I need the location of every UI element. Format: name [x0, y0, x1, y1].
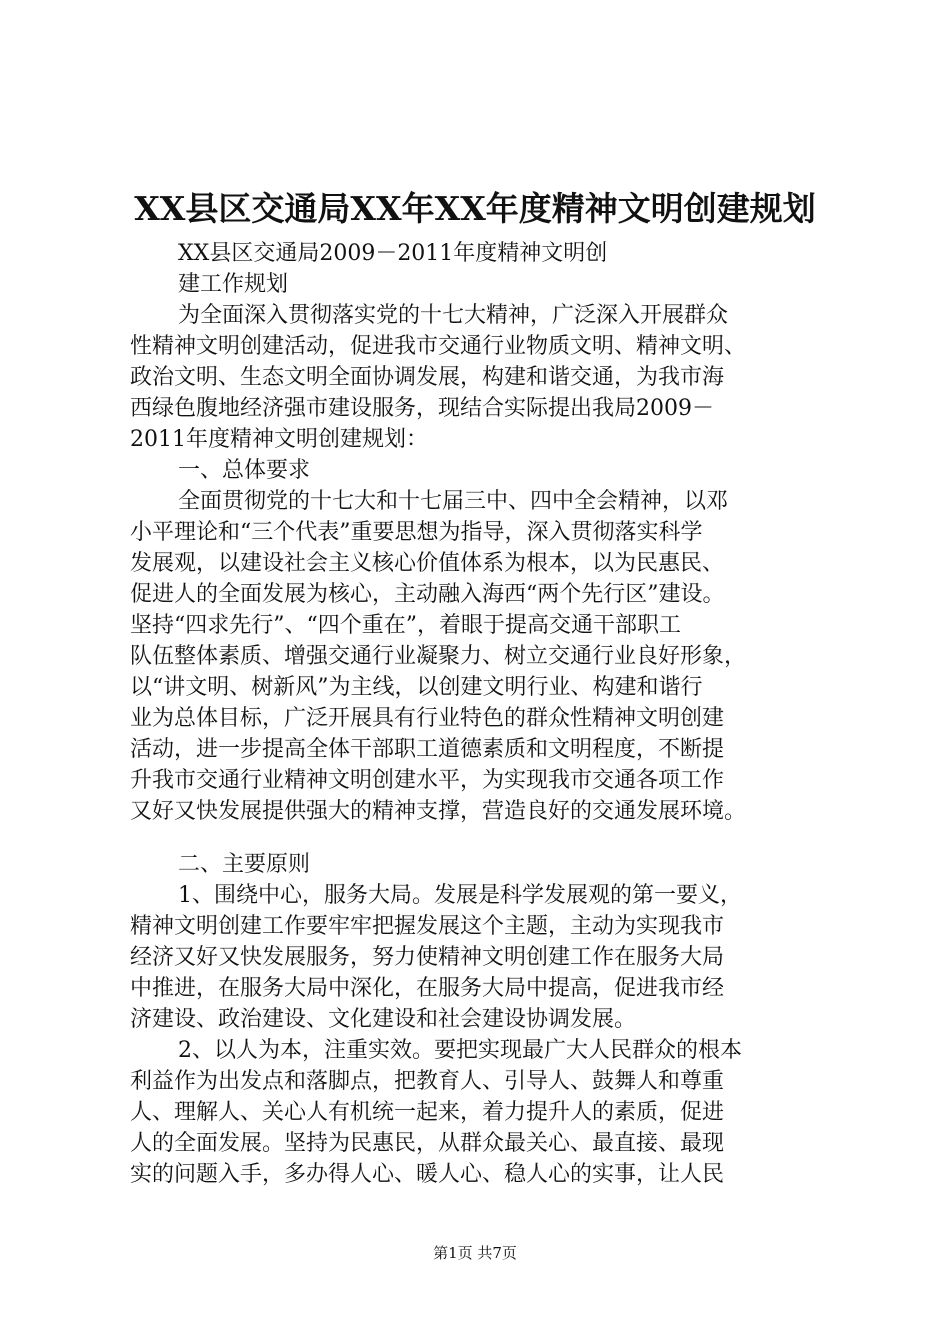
- paragraph-line: 为全面深入贯彻落实党的十七大精神，广泛深入开展群众: [178, 303, 729, 328]
- paragraph-line: 政治文明、生态文明全面协调发展，构建和谐交通，为我市海: [130, 365, 725, 390]
- paragraph-line: 实的问题入手，多办得人心、暖人心、稳人心的实事，让人民: [130, 1162, 725, 1187]
- subtitle-line-2: 建工作规划: [178, 272, 289, 297]
- paragraph-line: 2、以人为本，注重实效。要把实现最广大人民群众的根本: [178, 1038, 742, 1063]
- paragraph-line: 2011年度精神文明创建规划：: [130, 427, 428, 452]
- paragraph-line: 性精神文明创建活动，促进我市交通行业物质文明、精神文明、: [130, 334, 747, 359]
- paragraph-line: 济建设、政治建设、文化建设和社会建设协调发展。: [130, 1007, 637, 1032]
- paragraph-line: 中推进，在服务大局中深化，在服务大局中提高，促进我市经: [130, 976, 725, 1001]
- paragraph-line: 以“讲文明、树新风”为主线，以创建文明行业、构建和谐行: [130, 675, 703, 700]
- section-heading-1: 一、总体要求: [178, 458, 311, 483]
- paragraph-line: 人、理解人、关心人有机统一起来，着力提升人的素质，促进: [130, 1100, 725, 1125]
- paragraph-line: 促进人的全面发展为核心，主动融入海西“两个先行区”建设。: [130, 582, 725, 607]
- document-title: XX县区交通局XX年XX年度精神文明创建规划: [134, 189, 816, 228]
- paragraph-line: 小平理论和“三个代表”重要思想为指导，深入贯彻落实科学: [130, 520, 703, 545]
- paragraph-line: 业为总体目标，广泛开展具有行业特色的群众性精神文明创建: [130, 706, 725, 731]
- paragraph-line: 精神文明创建工作要牢牢把握发展这个主题，主动为实现我市: [130, 914, 725, 939]
- page-footer: 第1页 共7页: [433, 1244, 517, 1262]
- paragraph-line: 队伍整体素质、增强交通行业凝聚力、树立交通行业良好形象，: [130, 644, 747, 669]
- paragraph-line: 人的全面发展。坚持为民惠民，从群众最关心、最直接、最现: [130, 1131, 725, 1156]
- paragraph-line: 坚持“四求先行”、“四个重在”，着眼于提高交通干部职工: [130, 613, 681, 638]
- paragraph-line: 利益作为出发点和落脚点，把教育人、引导人、鼓舞人和尊重: [130, 1069, 725, 1094]
- paragraph-line: 又好又快发展提供强大的精神支撑，营造良好的交通发展环境。: [130, 799, 747, 824]
- paragraph-line: 经济又好又快发展服务，努力使精神文明创建工作在服务大局: [130, 945, 725, 970]
- paragraph-line: 全面贯彻党的十七大和十七届三中、四中全会精神，以邓: [178, 489, 729, 514]
- paragraph-line: 1、围绕中心，服务大局。发展是科学发展观的第一要义，: [178, 883, 742, 908]
- paragraph-line: 发展观，以建设社会主义核心价值体系为根本，以为民惠民、: [130, 551, 725, 576]
- paragraph-line: 升我市交通行业精神文明创建水平，为实现我市交通各项工作: [130, 768, 725, 793]
- paragraph-line: 西绿色腹地经济强市建设服务，现结合实际提出我局2009－: [130, 396, 714, 421]
- subtitle-line-1: XX县区交通局2009－2011年度精神文明创: [178, 241, 608, 266]
- section-heading-2: 二、主要原则: [178, 852, 311, 877]
- paragraph-line: 活动，进一步提高全体干部职工道德素质和文明程度，不断提: [130, 737, 725, 762]
